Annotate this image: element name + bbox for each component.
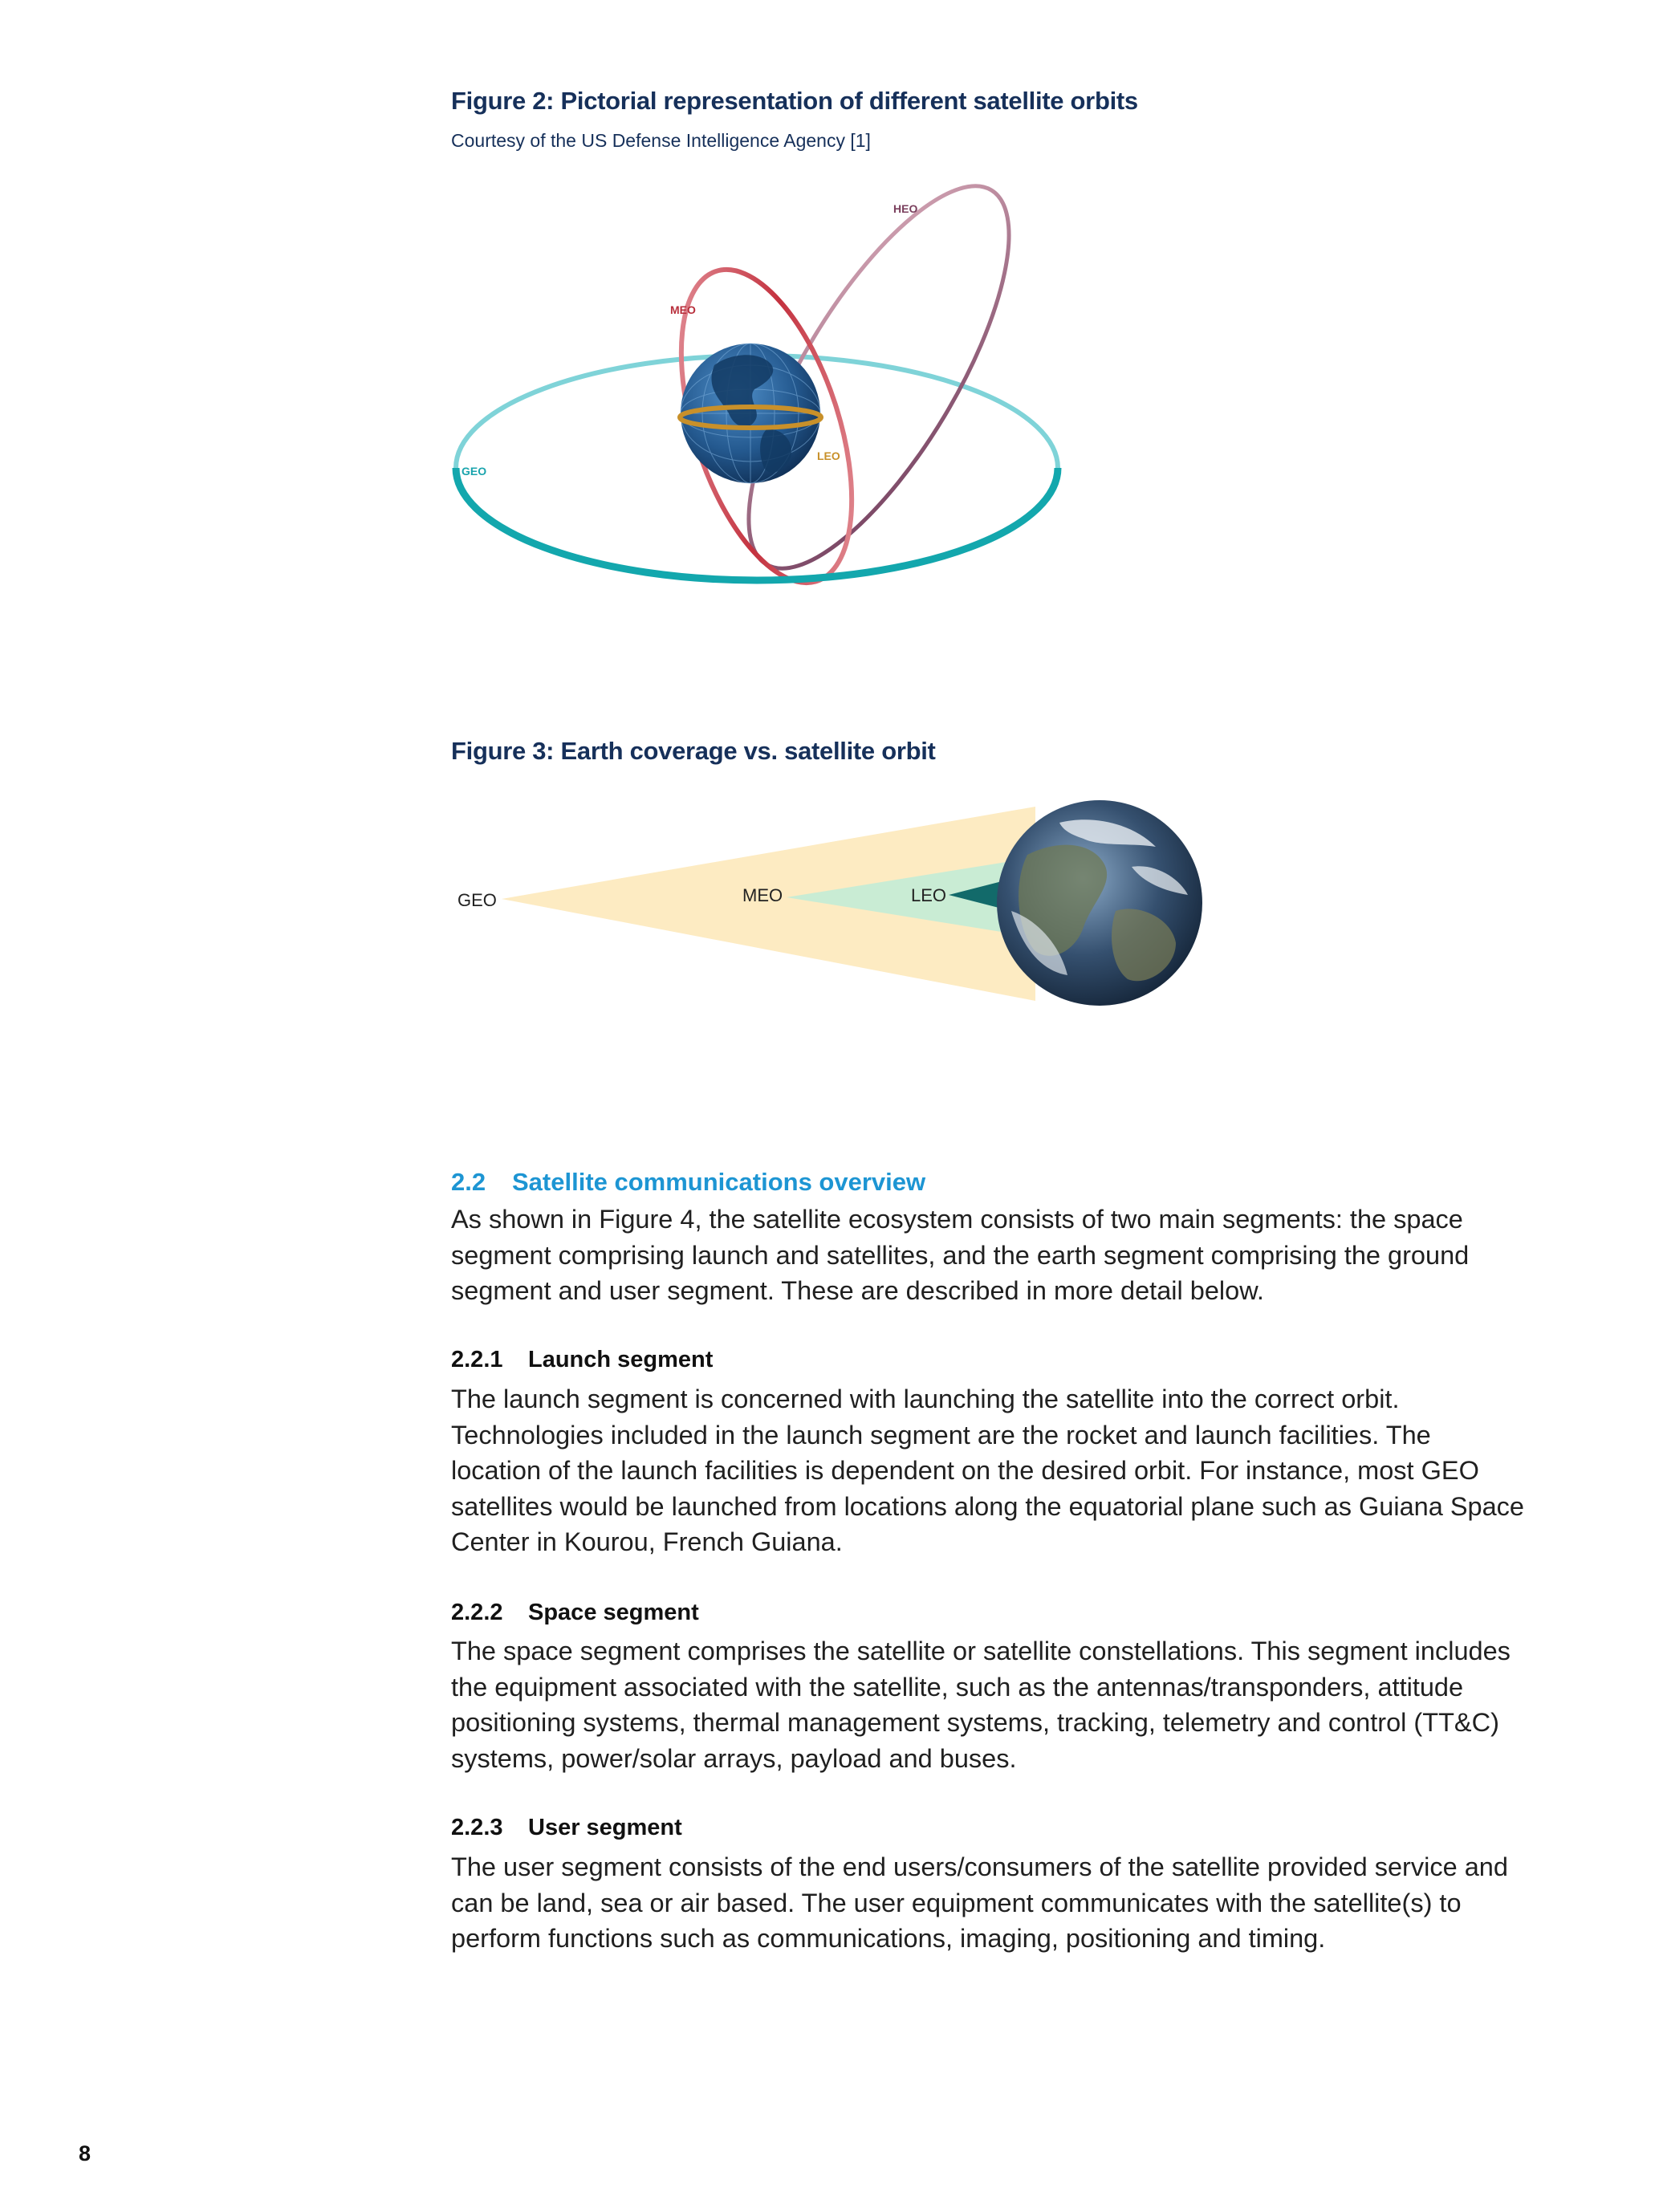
subsection-body-launch: The launch segment is concerned with launching the satellite into the correct orbit. Technologies included in the launch segment are the rocket and launch facilities. The location of the launch facilities is dependent on the desired orbit. For instance, most GEO satellites would be launched from locations along the equatorial plane such as Guiana Space Center in Kourou, French Guiana. xyxy=(451,1385,1524,1557)
section-intro: As shown in Figure 4, the satellite ecosystem consists of two main segments: the space segment comprising launch and satellites, and the earth segment comprising the ground segment and user segment. These are described in more detail below. xyxy=(451,1205,1470,1306)
leo-coverage-label: LEO xyxy=(911,885,947,905)
geo-label: GEO xyxy=(462,465,487,478)
subsection-body-space: The space segment comprises the satellite or satellite constellations. This segment includes the equipment associated with the satellite, such as the antennas/transponders, attitude positioning systems, thermal management systems, tracking, telemetry and control (TT&C) systems, power/solar arrays, payload and buses. xyxy=(451,1637,1511,1773)
section-number: 2.2 xyxy=(451,1168,486,1196)
subsection-body-user: The user segment consists of the end users/consumers of the satellite provided service and can be land, sea or air based. The user equipment communicates with the satellite(s) to perform functions such as communications, imaging, positioning and timing. xyxy=(451,1852,1508,1954)
figure-3-title: Figure 3: Earth coverage vs. satellite orbit xyxy=(451,737,936,765)
subsection-heading-launch xyxy=(451,1347,713,1373)
subsection-number: 2.2.3 xyxy=(451,1815,503,1840)
subsection-title: Launch segment xyxy=(528,1347,714,1372)
meo-label: MEO xyxy=(670,303,696,316)
leo-label: LEO xyxy=(817,449,840,462)
subsection-number: 2.2.1 xyxy=(451,1347,503,1372)
section-heading xyxy=(451,1168,925,1197)
subsection-title: Space segment xyxy=(528,1600,699,1625)
subsection-heading-user xyxy=(451,1815,682,1841)
earth-globe xyxy=(681,344,820,483)
subsection-heading-space xyxy=(451,1600,699,1626)
geo-coverage-label: GEO xyxy=(457,890,497,910)
heo-label: HEO xyxy=(893,202,918,215)
page-number: 8 xyxy=(79,2141,91,2165)
geo-orbit-front xyxy=(456,468,1058,580)
figure-2-courtesy: Courtesy of the US Defense Intelligence Agency [1] xyxy=(451,130,871,151)
section-title: Satellite communications overview xyxy=(512,1168,926,1196)
subsection-number: 2.2.2 xyxy=(451,1600,503,1625)
coverage-diagram xyxy=(449,791,1220,1015)
earth-globe-photo xyxy=(997,800,1202,1006)
subsection-title: User segment xyxy=(528,1815,682,1840)
meo-coverage-label: MEO xyxy=(742,885,783,905)
orbits-diagram xyxy=(449,173,1084,630)
figure-2-title: Figure 2: Pictorial representation of different satellite orbits xyxy=(451,87,1138,115)
